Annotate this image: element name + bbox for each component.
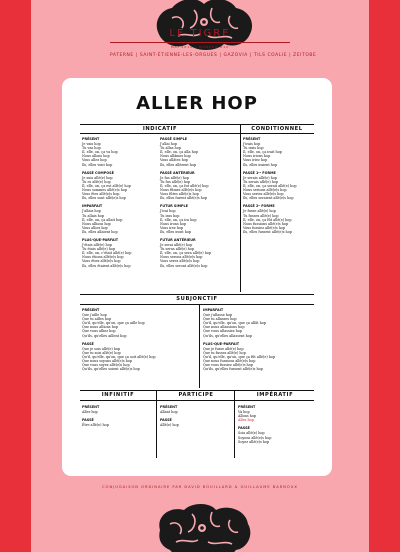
conjugation-line: Je fusse allé(e) hop <box>243 209 276 214</box>
conjugation-line: J'irais hop <box>243 142 261 147</box>
column-divider <box>240 124 241 292</box>
conditionnel-column <box>243 137 315 234</box>
conjugation-line: J'étais allé(e) hop <box>82 243 112 248</box>
conjugation-line: Ils, elles allaient hop <box>82 229 118 234</box>
bottom-section-rule <box>80 390 314 391</box>
conjugation-line: Que j'aille hop <box>82 313 107 318</box>
tense-label: PRÉSENT <box>82 405 100 409</box>
conjugation-line: Que vous soyez allé(e)s hop <box>82 363 130 368</box>
conjugation-line: Tu étais allé(e) hop <box>82 247 116 252</box>
conjugation-line: Tu fus allé(e) hop <box>160 179 191 184</box>
nav-item[interactable]: SAINT-ÉTIENNE-LES-ORGUES <box>139 53 218 58</box>
conjugation-line: Que nous soyons allé(e)s hop <box>82 359 133 364</box>
tense-label: PRÉSENT <box>82 137 100 141</box>
conjugation-line: Il, elle, on, ça fût allé(e) hop <box>243 217 292 222</box>
conjugation-line: Vous étiez allé(e)s hop <box>82 259 121 264</box>
conjugation-line: Il, elle, on, ça allait hop <box>82 217 123 222</box>
tense-label: PASSÉ <box>238 426 250 431</box>
conjugation-line: Qu'il, qu'elle, qu'on, que ça soit allé(e) hop <box>82 354 156 359</box>
subjonctif-rule <box>80 294 314 295</box>
conjugation-line: Allé(e) hop <box>160 423 179 428</box>
tense-label: PASSÉ <box>82 341 94 346</box>
conjugation-line: Qu'ils, qu'elles soient allé(e)s hop <box>82 367 140 372</box>
indicatif-rule <box>80 133 314 134</box>
column-divider <box>156 390 157 458</box>
conjugation-line: Que je sois allé(e) hop <box>82 346 121 351</box>
conjugation-line: Je suis allé(e) hop <box>82 175 113 180</box>
conjugation-line: Il, elle, on, ça irait hop <box>243 150 282 155</box>
conjugation-line: Que nous allions hop <box>82 325 118 330</box>
conjugation-line: Il, elle, on, ça fut allé(e) hop <box>160 183 209 188</box>
conjugation-line: Nous serons allé(e)s hop <box>160 255 203 260</box>
conjugation-line: Je serai allé(e) hop <box>160 243 193 248</box>
tense-label: PRÉSENT <box>160 405 178 409</box>
left-red-stripe <box>0 0 31 552</box>
tense-label: PASSÉ 2ᵉ FORME <box>243 204 275 209</box>
conjugation-line: Être allé(e) hop <box>82 423 109 428</box>
conjugation-line: Vous alliez hop <box>82 225 108 230</box>
nav-item[interactable]: ZEITOBE <box>293 53 317 58</box>
conjugation-line: Que nous fussions allé(e)s hop <box>203 359 256 364</box>
conjugation-line: Je fus allé(e) hop <box>160 175 190 180</box>
conjugation-line: Que tu allasses hop <box>203 317 237 322</box>
tiger-illustration-bottom <box>150 500 260 552</box>
conjugation-line: Il, elle, on, ça ira hop <box>160 217 197 222</box>
tense-label: FUTUR SIMPLE <box>160 204 188 209</box>
conjugation-line: Qu'ils, qu'elles aillent hop <box>82 333 127 338</box>
indicatif-rule <box>80 124 314 125</box>
subjonctif-heading: SUBJONCTIF <box>176 296 218 302</box>
conjugation-line: Nous fussions allé(e)s hop <box>243 221 289 226</box>
conjugation-line: Que je fusse allé(e) hop <box>203 346 244 351</box>
masthead-rule <box>110 42 290 43</box>
conjugation-line: Il, elle, on, ça alla hop <box>160 150 198 155</box>
conjugation-line: Ils, elles seront allé(e)s hop <box>160 263 208 268</box>
magazine-title: LE TIGRE <box>169 28 231 39</box>
tense-label: PRÉSENT <box>82 308 100 312</box>
conjugation-line: Ils, elles allèrent hop <box>160 162 197 167</box>
conjugation-line: Sois allé(e) hop <box>238 431 265 436</box>
conjugation-line: Que vous allassiez hop <box>203 329 243 334</box>
conjugation-line: Tu allais hop <box>82 213 105 218</box>
conjugation-line: Ils, elles sont allé(e)s hop <box>82 196 126 201</box>
tense-label: PASSÉ SIMPLE <box>160 137 188 141</box>
tense-label: FUTUR ANTÉRIEUR <box>160 237 196 242</box>
subjonctif-column-2 <box>203 308 315 371</box>
conjugation-line: Vous seriez allé(e)s hop <box>243 192 284 197</box>
conjugation-line: Qu'il, qu'elle, qu'on, que ça aille hop <box>82 321 145 326</box>
imperatif-heading: IMPÉRATIF <box>256 392 294 398</box>
conjugation-line: Nous allions hop <box>82 221 111 226</box>
conjugation-line: Il, elle, on, ça va hop <box>82 150 118 155</box>
imperatif-column <box>238 405 314 444</box>
bottom-section-rule <box>80 400 314 401</box>
conjugation-line: Vous serez allé(e)s hop <box>160 259 200 264</box>
conjugation-line-highlight: Allez hop <box>238 418 254 423</box>
conjugation-line: Ils, elles iraient hop <box>243 162 278 167</box>
right-red-stripe <box>369 0 400 552</box>
tense-label: PASSÉ COMPOSÉ <box>82 170 114 175</box>
conjugation-line: Tu irais hop <box>243 146 264 151</box>
conjugation-line: Il, elle, on, ça serait allé(e) hop <box>243 183 297 188</box>
verb-title: ALLER HOP <box>136 93 258 114</box>
tense-label: PASSÉ ANTÉRIEUR <box>160 170 195 175</box>
conjugation-line: Qu'ils, qu'elles allassent hop <box>203 333 252 338</box>
conjugation-line: Ils, elles iront hop <box>160 229 192 234</box>
conjugation-line: J'allais hop <box>82 209 101 214</box>
indicatif-column-2 <box>160 137 238 268</box>
conjugation-line: Vous fûtes allé(e)s hop <box>160 192 199 197</box>
conjugation-line: Que vous alliez hop <box>82 329 116 334</box>
conjugation-line: Tu serais allé(e) hop <box>243 179 279 184</box>
conjugation-line: Soyons allé(e)s hop <box>238 435 272 440</box>
conjugation-line: Que tu fusses allé(e) hop <box>203 350 246 355</box>
conjugation-line: J'irai hop <box>160 209 176 214</box>
tense-label: IMPARFAIT <box>203 308 224 312</box>
conjugation-line: Soyez allé(e)s hop <box>238 439 270 444</box>
conditionnel-heading: CONDITIONNEL <box>251 126 303 132</box>
conjugation-line: Tu vas hop <box>82 146 101 151</box>
conjugation-line: Ils, elles fussent allé(e)s hop <box>243 229 292 234</box>
conjugation-line: Vous irez hop <box>160 225 184 230</box>
indicatif-heading: INDICATIF <box>142 126 178 132</box>
conjugation-line: Tu fusses allé(e) hop <box>243 213 279 218</box>
conjugation-line: Allant hop <box>160 410 178 415</box>
conjugation-line: Je serais allé(e) hop <box>243 175 278 180</box>
conjugation-line: Tu seras allé(e) hop <box>160 247 195 252</box>
infinitif-heading: INFINITIF <box>101 392 135 398</box>
conjugation-line: Tu allas hop <box>160 146 181 151</box>
masthead-nav: PATERNE | SAINT-ÉTIENNE-LES-ORGUES | GAZOVIA | TILS COALIE | ZEITOBE <box>110 53 317 58</box>
conjugation-line: Nous irons hop <box>160 221 187 226</box>
conjugation-line: Nous serions allé(e)s hop <box>243 188 287 193</box>
indicatif-column-1 <box>82 137 158 268</box>
conjugation-line: Aller hop <box>82 410 98 415</box>
conjugation-line: Que nous allassions hop <box>203 325 245 330</box>
conjugation-line: Il, elle, on, ça est allé(e) hop <box>82 183 131 188</box>
conjugation-line: Tu iras hop <box>160 213 180 218</box>
tense-label: PLUS-QUE-PARFAIT <box>82 237 119 242</box>
tense-label: PLUS-QUE-PARFAIT <box>203 341 240 346</box>
tense-label: PRÉSENT <box>243 137 261 141</box>
tense-label: PASSÉ 1ʳᵉ FORME <box>243 170 276 175</box>
nav-item[interactable]: GAZOVIA <box>223 53 248 58</box>
conjugation-line: Nous allons hop <box>82 154 110 159</box>
conjugation-line: Nous allâmes hop <box>160 154 191 159</box>
conjugation-line: Que tu sois allé(e) hop <box>82 350 121 355</box>
tense-label: PASSÉ <box>82 418 94 423</box>
tense-label: PASSÉ <box>160 418 172 423</box>
footer-credits: CONJUGAISON ORDINAIRE PAR DAVID BOUILLARD & GUILLAUME BARNOUX <box>102 485 298 489</box>
conjugation-line: Allons hop <box>238 414 257 419</box>
masthead <box>110 28 317 58</box>
participe-column <box>160 405 232 427</box>
subjonctif-rule <box>80 304 314 305</box>
conjugation-card <box>62 78 332 476</box>
conjugation-line: Ils, elles étaient allé(e)s hop <box>82 263 131 268</box>
conjugation-line: Vous allâtes hop <box>160 158 188 163</box>
subjonctif-column-1 <box>82 308 197 371</box>
conjugation-line: Il, elle, on, ça sera allé(e) hop <box>160 251 212 256</box>
conjugation-line: Nous sommes allé(e)s hop <box>82 188 128 193</box>
conjugation-line: Vous fussiez allé(e)s hop <box>243 225 286 230</box>
conjugation-line: Vous allez hop <box>82 158 107 163</box>
conjugation-line: Nous irions hop <box>243 154 271 159</box>
conjugation-line: Il, elle, on, c'était allé(e) hop <box>82 251 132 256</box>
tense-label: IMPARFAIT <box>82 204 103 209</box>
conjugation-line: Va hop <box>238 410 250 415</box>
conjugation-line: Qu'il, qu'elle, qu'on, que ça fût allé(e) hop <box>203 354 276 359</box>
conjugation-line: Que vous fussiez allé(e)s hop <box>203 363 253 368</box>
issue-info: MAI 2012 | NUMÉRO 012 <box>170 45 230 49</box>
conjugation-line: Que j'allasse hop <box>203 313 233 318</box>
conjugation-line: Tu es allé(e) hop <box>82 179 111 184</box>
column-divider <box>234 390 235 458</box>
nav-item[interactable]: TILS COALIE <box>253 53 288 58</box>
conjugation-line: Ils, elles furent allé(e)s hop <box>160 196 208 201</box>
infinitif-column <box>82 405 154 427</box>
conjugation-line: Qu'ils, qu'elles fussent allé(e)s hop <box>203 367 263 372</box>
conjugation-line: Je vais hop <box>82 142 101 147</box>
conjugation-line: Vous êtes allé(e)s hop <box>82 192 120 197</box>
conjugation-line: Ils, elles seraient allé(e)s hop <box>243 196 294 201</box>
conjugation-line: Vous iriez hop <box>243 158 268 163</box>
tense-label: PRÉSENT <box>238 405 256 409</box>
conjugation-line: Que tu ailles hop <box>82 317 112 322</box>
participe-heading: PARTICIPE <box>178 392 214 398</box>
conjugation-line: Nous étions allé(e)s hop <box>82 255 124 260</box>
conjugation-line: Qu'il, qu'elle, qu'on, que ça allât hop <box>203 321 266 326</box>
conjugation-line: Nous fûmes allé(e)s hop <box>160 188 202 193</box>
nav-item[interactable]: PATERNE <box>110 53 134 58</box>
column-divider <box>199 304 200 388</box>
conjugation-line: Ils, elles vont hop <box>82 162 113 167</box>
conjugation-line: J'allai hop <box>160 142 178 147</box>
